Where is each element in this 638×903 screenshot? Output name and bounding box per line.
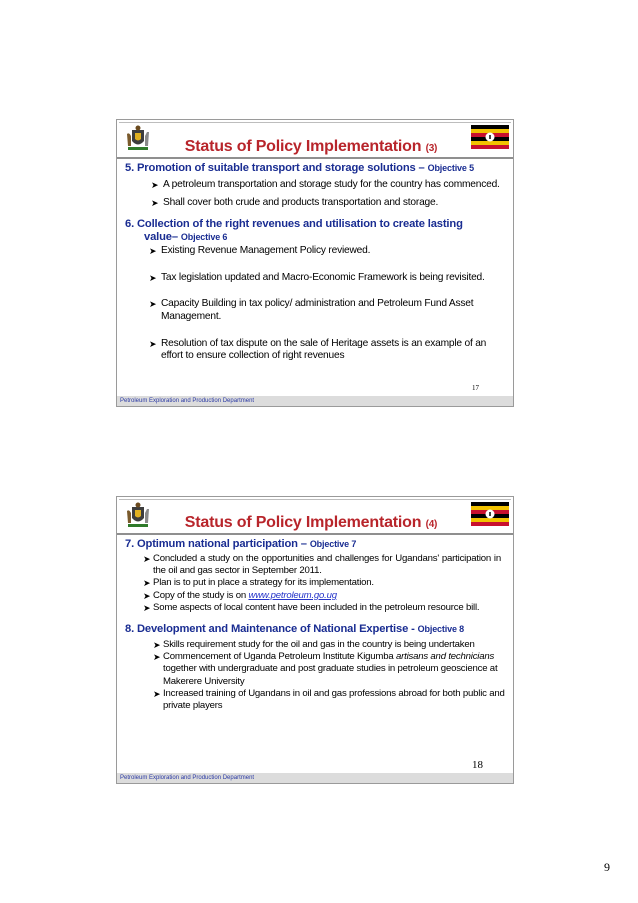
top-border: [119, 499, 511, 500]
slide-number: 17: [472, 384, 479, 392]
item-7-heading: [125, 538, 507, 551]
list-item: ➤ A petroleum transportation and storage study for the country has commenced.: [151, 179, 500, 190]
objective-8-label: Objective 8: [417, 624, 465, 635]
arrow-bullet-icon: ➤: [143, 578, 151, 589]
title-divider: [117, 533, 513, 535]
arrow-bullet-icon: ➤: [143, 590, 151, 601]
objective-5-label: Objective 5: [427, 163, 474, 173]
slide-18: [116, 496, 514, 784]
item-6-list: [125, 245, 507, 363]
item-8-heading-text: 8. Development and Maintenance of National Expertise -: [125, 623, 415, 636]
slide-body: [125, 162, 507, 363]
uganda-coat-of-arms-icon: [123, 501, 153, 531]
list-item: ➤ Plan is to put in place a strategy for its implementation.: [143, 577, 374, 589]
arrow-bullet-icon: ➤: [149, 272, 157, 283]
slide-17: [116, 119, 514, 407]
arrow-bullet-icon: ➤: [151, 180, 159, 190]
list-item: ➤ Commencement of Uganda Petroleum Institute Kigumba artisans and technicians together with undergraduate and post graduate studies in petroleum geoscience at Makerere University: [153, 651, 498, 687]
uganda-flag-icon: [470, 122, 510, 152]
arrow-bullet-icon: ➤: [149, 299, 157, 310]
slide-body: [125, 538, 507, 712]
title-number: (4): [425, 519, 438, 530]
item-5-list: [125, 179, 507, 209]
objective-7-label: Objective 7: [309, 539, 357, 549]
list-item: ➤ Tax legislation updated and Macro-Economic Framework is being revisited.: [149, 271, 485, 283]
slide-footer: Petroleum Exploration and Production Department: [117, 396, 513, 406]
arrow-bullet-icon: ➤: [151, 197, 159, 208]
slide-footer: Petroleum Exploration and Production Department: [117, 773, 513, 783]
item-5-heading: [125, 162, 507, 175]
item-6-heading-line2: value–: [144, 231, 178, 244]
petroleum-website-link[interactable]: www.petroleum.go.ug: [248, 589, 337, 601]
item-8-heading: [125, 623, 507, 636]
slide-number: 18: [472, 759, 483, 771]
arrow-bullet-icon: ➤: [149, 246, 157, 257]
item-6-heading-line1: 6. Collection of the right revenues and utilisation to create lasting: [125, 218, 463, 231]
top-border: [119, 122, 511, 123]
list-item: ➤ Capacity Building in tax policy/ administration and Petroleum Fund Asset Management.: [149, 298, 474, 322]
arrow-bullet-icon: ➤: [153, 652, 161, 663]
arrow-bullet-icon: ➤: [153, 640, 161, 651]
arrow-bullet-icon: ➤: [143, 554, 151, 564]
title-text: Status of Policy Implementation: [184, 514, 422, 531]
item-7-list: [125, 553, 507, 614]
arrow-bullet-icon: ➤: [143, 602, 151, 613]
list-item: ➤ Existing Revenue Management Policy reviewed.: [149, 245, 371, 257]
arrow-bullet-icon: ➤: [153, 688, 161, 699]
arrow-bullet-icon: ➤: [149, 338, 157, 349]
page-number: 9: [604, 860, 610, 874]
item-8-list: [125, 639, 507, 712]
objective-6-label: Objective 6: [180, 232, 228, 243]
list-item: ➤ Increased training of Ugandans in oil and gas professions abroad for both public and private players: [153, 687, 505, 712]
uganda-flag-icon: [470, 499, 510, 529]
title-text: Status of Policy Implementation: [184, 138, 422, 155]
title-number: (3): [425, 143, 438, 154]
list-item: ➤ Some aspects of local content have been included in the petroleum resource bill.: [143, 601, 480, 613]
item-6-heading: [125, 218, 507, 244]
list-item: ➤ Shall cover both crude and products transportation and storage.: [151, 196, 439, 208]
item-5-heading-text: 5. Promotion of suitable transport and storage solutions –: [125, 162, 425, 174]
list-item: ➤ Skills requirement study for the oil and gas in the country is being undertaken: [153, 639, 475, 651]
title-divider: [117, 157, 513, 159]
slide-title: [157, 513, 465, 535]
uganda-coat-of-arms-icon: [123, 124, 153, 154]
item-7-heading-text: 7. Optimum national participation –: [125, 538, 307, 550]
slide-title: [157, 137, 465, 159]
list-item: ➤ Copy of the study is on www.petroleum.go.ug: [143, 589, 337, 601]
list-item: ➤ Concluded a study on the opportunities and challenges for Ugandans' participation in the oil and gas sector in September 2011.: [143, 553, 501, 577]
list-item: ➤ Resolution of tax dispute on the sale of Heritage assets is an example of an effort to ensure collection of right revenues: [149, 337, 487, 362]
